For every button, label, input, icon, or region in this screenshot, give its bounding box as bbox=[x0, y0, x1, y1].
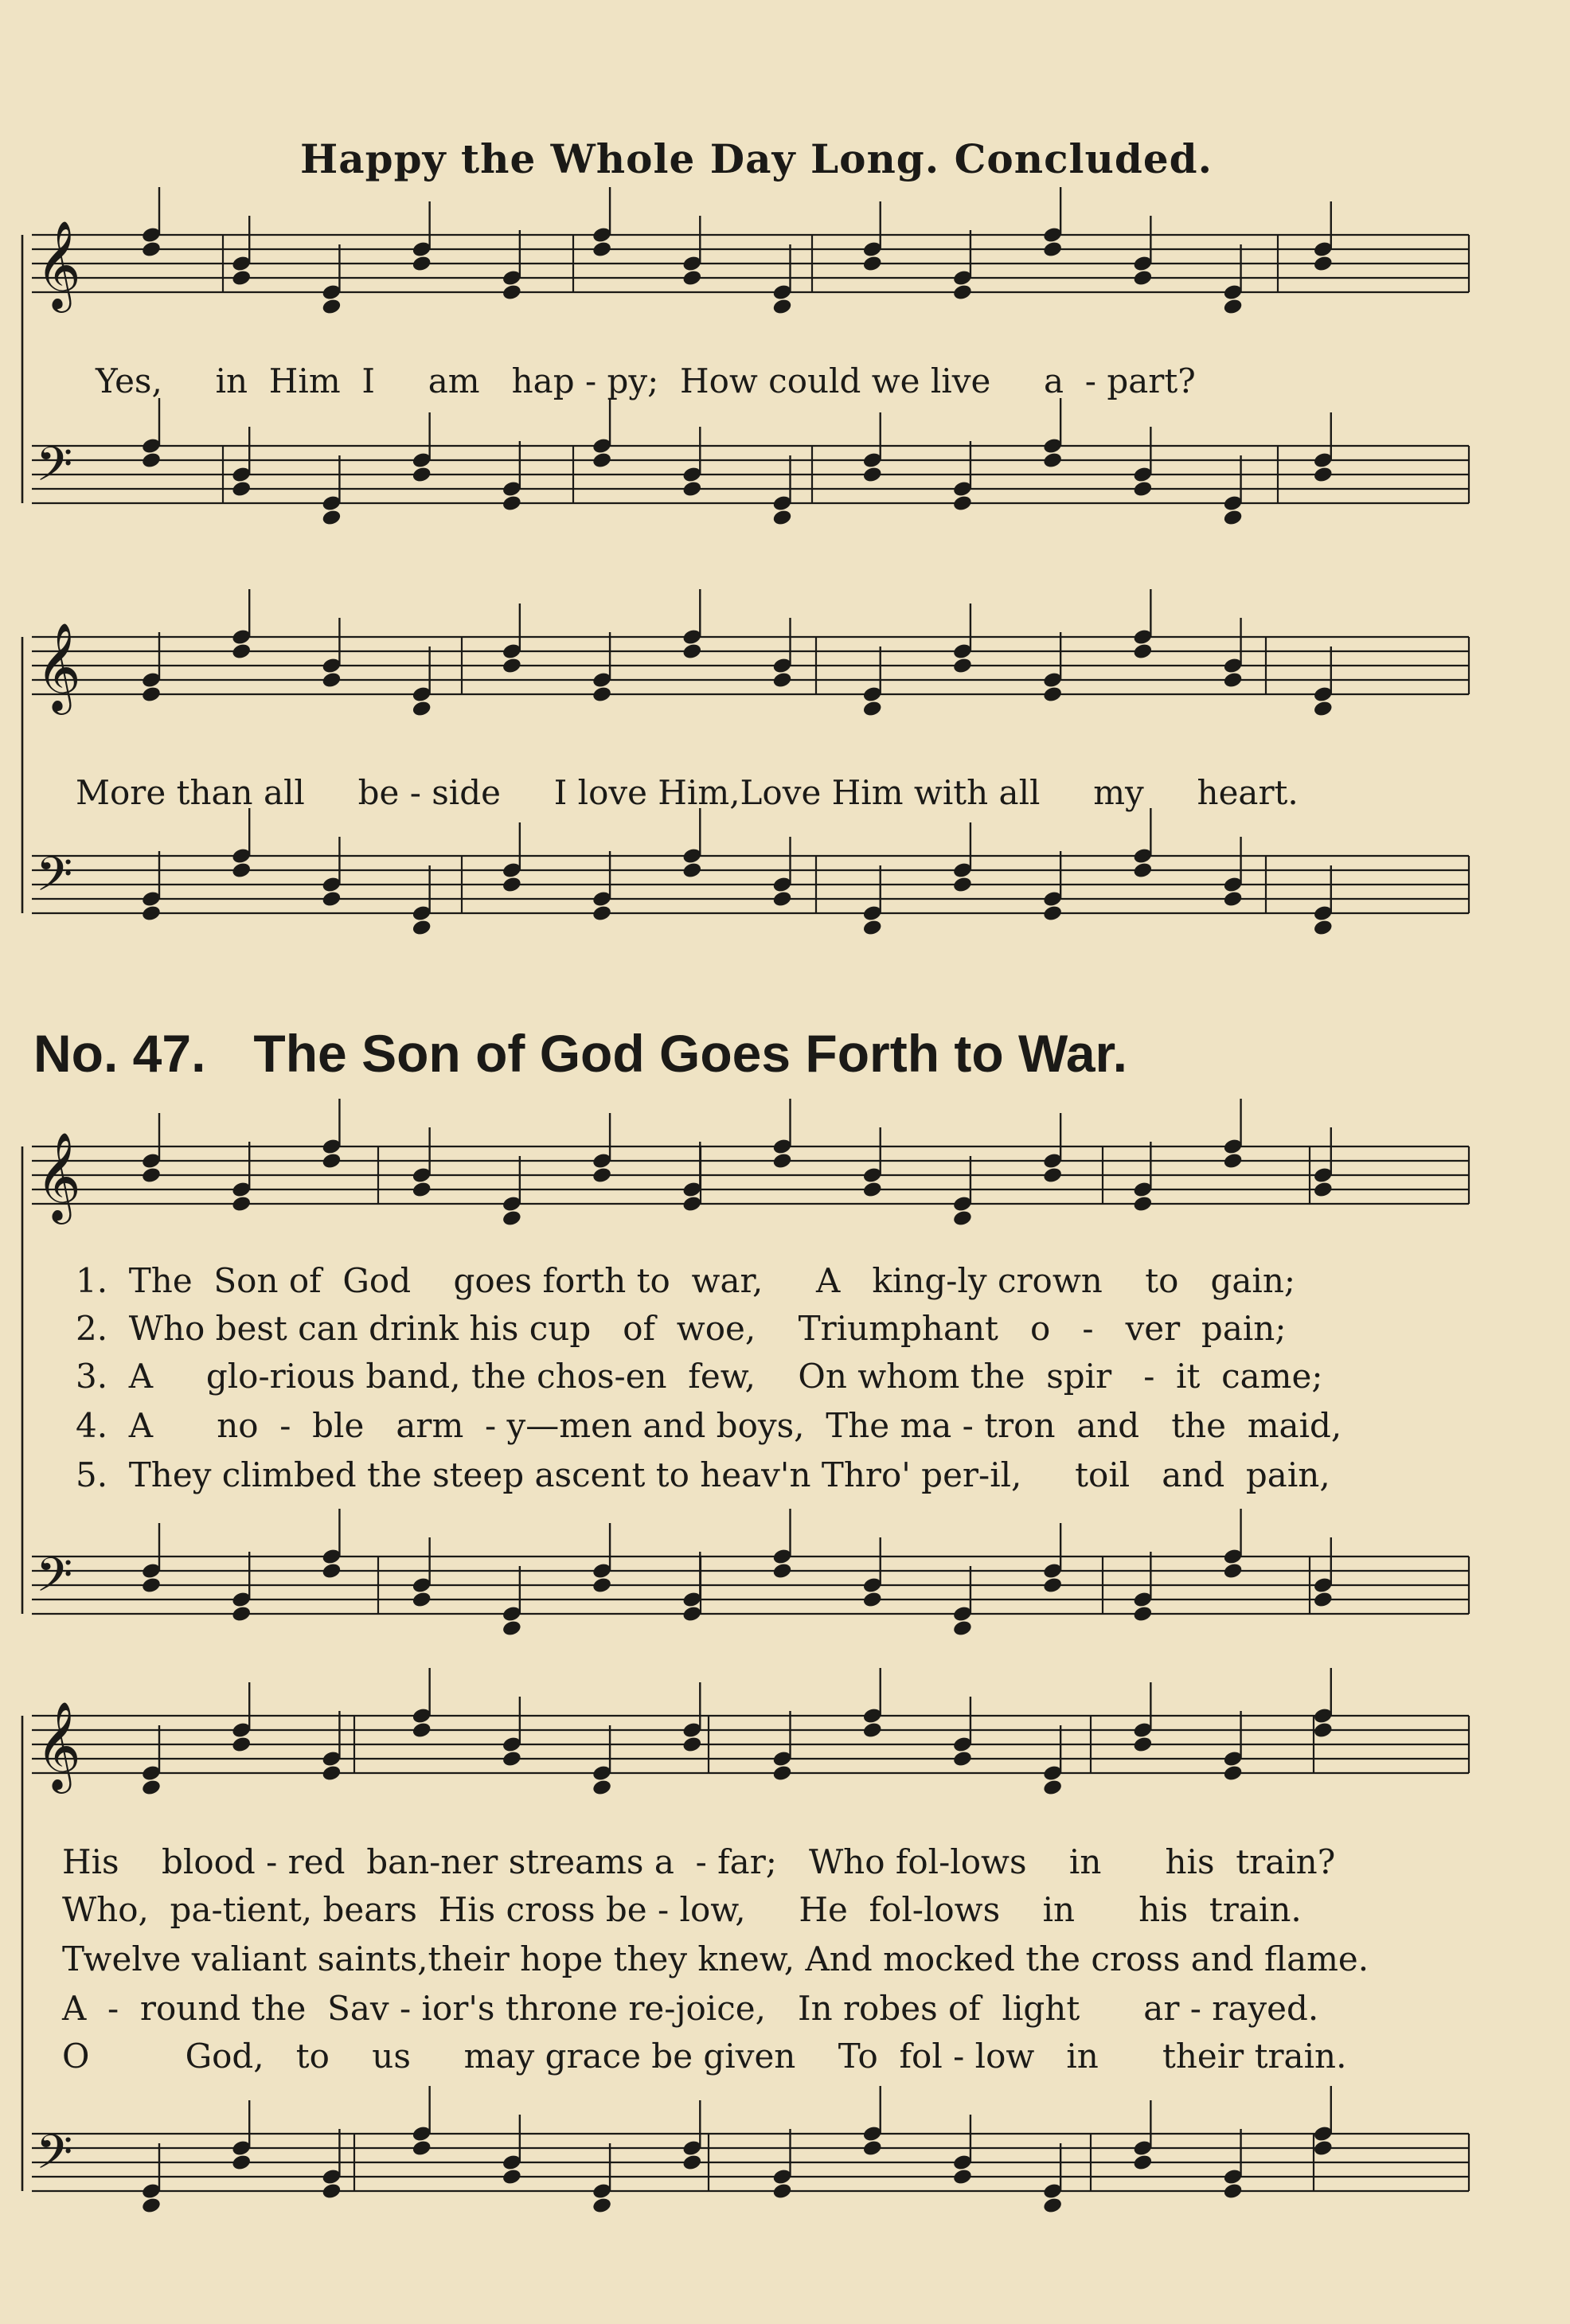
notehead bbox=[682, 2154, 702, 2172]
hymn-title bbox=[33, 1023, 1127, 1084]
notehead bbox=[1132, 861, 1153, 880]
notehead bbox=[1132, 1736, 1153, 1754]
notehead bbox=[321, 890, 342, 908]
bass-clef-icon: 𝄢 bbox=[36, 1547, 73, 1614]
hymn-title-text: The Son of God Goes Forth to War. bbox=[253, 1024, 1127, 1083]
notehead bbox=[412, 1181, 432, 1199]
notehead bbox=[321, 2182, 342, 2201]
notehead bbox=[1132, 643, 1153, 661]
staff bbox=[32, 1556, 1469, 1614]
notehead bbox=[412, 919, 432, 937]
notehead bbox=[771, 1152, 792, 1170]
verse-line: A - round the Sav - ior's throne re-joice, In robes of light ar - rayed. bbox=[62, 1989, 1319, 2028]
notehead bbox=[862, 466, 883, 484]
notehead bbox=[1222, 2182, 1243, 2201]
notehead bbox=[862, 1721, 883, 1740]
notehead bbox=[1132, 269, 1153, 287]
notehead bbox=[231, 269, 252, 287]
notehead bbox=[321, 1764, 342, 1783]
notehead bbox=[952, 1619, 973, 1638]
notehead bbox=[1222, 1764, 1243, 1783]
notehead bbox=[1042, 240, 1063, 259]
bass-clef-icon: 𝄢 bbox=[36, 2124, 73, 2191]
notehead bbox=[1042, 1779, 1063, 1797]
notehead bbox=[862, 700, 883, 718]
notehead bbox=[1313, 1181, 1334, 1199]
notehead bbox=[771, 2182, 792, 2201]
notehead bbox=[1313, 700, 1334, 718]
lyric-line: More than all be - side I love Him,Love Him with all my heart. bbox=[76, 773, 1299, 812]
notehead bbox=[1222, 1562, 1243, 1580]
notehead bbox=[1042, 904, 1063, 923]
notehead bbox=[682, 643, 702, 661]
notehead bbox=[141, 685, 162, 704]
notehead bbox=[592, 1166, 612, 1185]
notehead bbox=[321, 1152, 342, 1170]
notehead bbox=[771, 298, 792, 316]
verse-line: 5. They climbed the steep ascent to heav'n Thro' per-il, toil and pain, bbox=[76, 1455, 1330, 1494]
notehead bbox=[231, 1736, 252, 1754]
notehead bbox=[141, 240, 162, 259]
notehead bbox=[1132, 480, 1153, 498]
bass-clef-icon: 𝄢 bbox=[36, 846, 73, 913]
notehead bbox=[862, 1591, 883, 1609]
notehead bbox=[141, 1166, 162, 1185]
notehead bbox=[771, 890, 792, 908]
notehead bbox=[231, 1605, 252, 1623]
notehead bbox=[1042, 1166, 1063, 1185]
notehead bbox=[412, 1721, 432, 1740]
treble-clef-icon: 𝄞 bbox=[36, 1701, 81, 1790]
notehead bbox=[592, 2197, 612, 2215]
verse-line: 3. A glo-rious band, the chos-en few, On whom the spir - it came; bbox=[76, 1357, 1323, 1396]
staff bbox=[32, 637, 1469, 694]
notehead bbox=[682, 480, 702, 498]
notehead bbox=[1222, 1152, 1243, 1170]
notehead bbox=[592, 1779, 612, 1797]
notehead bbox=[231, 480, 252, 498]
notehead bbox=[771, 671, 792, 689]
notehead bbox=[502, 283, 522, 302]
notehead bbox=[231, 2154, 252, 2172]
notehead bbox=[862, 919, 883, 937]
hymn-number: No. 47. bbox=[33, 1024, 206, 1083]
notehead bbox=[1132, 1605, 1153, 1623]
notehead bbox=[321, 1562, 342, 1580]
notehead bbox=[141, 2197, 162, 2215]
verse-line: His blood - red ban-ner streams a - far; Who fol-lows in his train? bbox=[62, 1842, 1336, 1881]
notehead bbox=[412, 255, 432, 273]
treble-clef-icon: 𝄞 bbox=[36, 622, 81, 711]
notehead bbox=[231, 643, 252, 661]
hymn-continued-title: Happy the Whole Day Long. Concluded. bbox=[299, 135, 1213, 182]
notehead bbox=[952, 1209, 973, 1228]
staff bbox=[32, 856, 1469, 913]
notehead bbox=[592, 685, 612, 704]
notehead bbox=[862, 255, 883, 273]
notehead bbox=[1042, 451, 1063, 470]
notehead bbox=[1313, 1721, 1334, 1740]
notehead bbox=[1042, 2197, 1063, 2215]
notehead bbox=[771, 1764, 792, 1783]
notehead bbox=[231, 1195, 252, 1213]
notehead bbox=[1313, 919, 1334, 937]
notehead bbox=[862, 1181, 883, 1199]
notehead bbox=[952, 494, 973, 513]
notehead bbox=[321, 671, 342, 689]
notehead bbox=[682, 861, 702, 880]
notehead bbox=[682, 1605, 702, 1623]
notehead bbox=[141, 1576, 162, 1595]
notehead bbox=[141, 1779, 162, 1797]
notehead bbox=[502, 657, 522, 675]
notehead bbox=[952, 876, 973, 894]
notehead bbox=[952, 2168, 973, 2186]
notehead bbox=[412, 2139, 432, 2158]
notehead bbox=[1222, 890, 1243, 908]
verse-line: 4. A no - ble arm - y—men and boys, The ma - tron and the maid, bbox=[76, 1406, 1342, 1445]
notehead bbox=[412, 466, 432, 484]
treble-clef-icon: 𝄞 bbox=[36, 220, 81, 309]
notehead bbox=[502, 1209, 522, 1228]
notehead bbox=[1313, 466, 1334, 484]
notehead bbox=[412, 1591, 432, 1609]
notehead bbox=[321, 298, 342, 316]
notehead bbox=[952, 1750, 973, 1768]
notehead bbox=[502, 494, 522, 513]
lyric-line: Yes, in Him I am hap - py; How could we live a - part? bbox=[96, 361, 1196, 400]
verse-line: 1. The Son of God goes forth to war, A king-ly crown to gain; bbox=[76, 1261, 1296, 1300]
notehead bbox=[592, 904, 612, 923]
treble-clef-icon: 𝄞 bbox=[36, 1131, 81, 1221]
notehead bbox=[1313, 2139, 1334, 2158]
notehead bbox=[592, 240, 612, 259]
notehead bbox=[1222, 298, 1243, 316]
notehead bbox=[502, 1619, 522, 1638]
verse-line: Twelve valiant saints,their hope they knew, And mocked the cross and flame. bbox=[62, 1939, 1369, 1978]
notehead bbox=[1132, 2154, 1153, 2172]
notehead bbox=[592, 1576, 612, 1595]
notehead bbox=[1222, 509, 1243, 527]
notehead bbox=[502, 2168, 522, 2186]
notehead bbox=[682, 1736, 702, 1754]
notehead bbox=[1313, 1591, 1334, 1609]
notehead bbox=[952, 283, 973, 302]
verse-line: O God, to us may grace be given To fol - low in their train. bbox=[62, 2037, 1347, 2076]
notehead bbox=[141, 451, 162, 470]
notehead bbox=[502, 1750, 522, 1768]
notehead bbox=[771, 509, 792, 527]
notehead bbox=[682, 1195, 702, 1213]
notehead bbox=[231, 861, 252, 880]
notehead bbox=[141, 904, 162, 923]
notehead bbox=[321, 509, 342, 527]
notehead bbox=[1042, 1576, 1063, 1595]
verse-line: 2. Who best can drink his cup of woe, Triumphant o - ver pain; bbox=[76, 1309, 1287, 1348]
verse-line: Who, pa-tient, bears His cross be - low, He fol-lows in his train. bbox=[62, 1890, 1302, 1929]
notehead bbox=[412, 700, 432, 718]
notehead bbox=[952, 657, 973, 675]
staff bbox=[32, 1146, 1469, 1204]
notehead bbox=[771, 1562, 792, 1580]
notehead bbox=[502, 876, 522, 894]
bass-clef-icon: 𝄢 bbox=[36, 436, 73, 503]
notehead bbox=[862, 2139, 883, 2158]
notehead bbox=[682, 269, 702, 287]
notehead bbox=[592, 451, 612, 470]
notehead bbox=[1132, 1195, 1153, 1213]
notehead bbox=[1313, 255, 1334, 273]
notehead bbox=[1222, 671, 1243, 689]
notehead bbox=[1042, 685, 1063, 704]
